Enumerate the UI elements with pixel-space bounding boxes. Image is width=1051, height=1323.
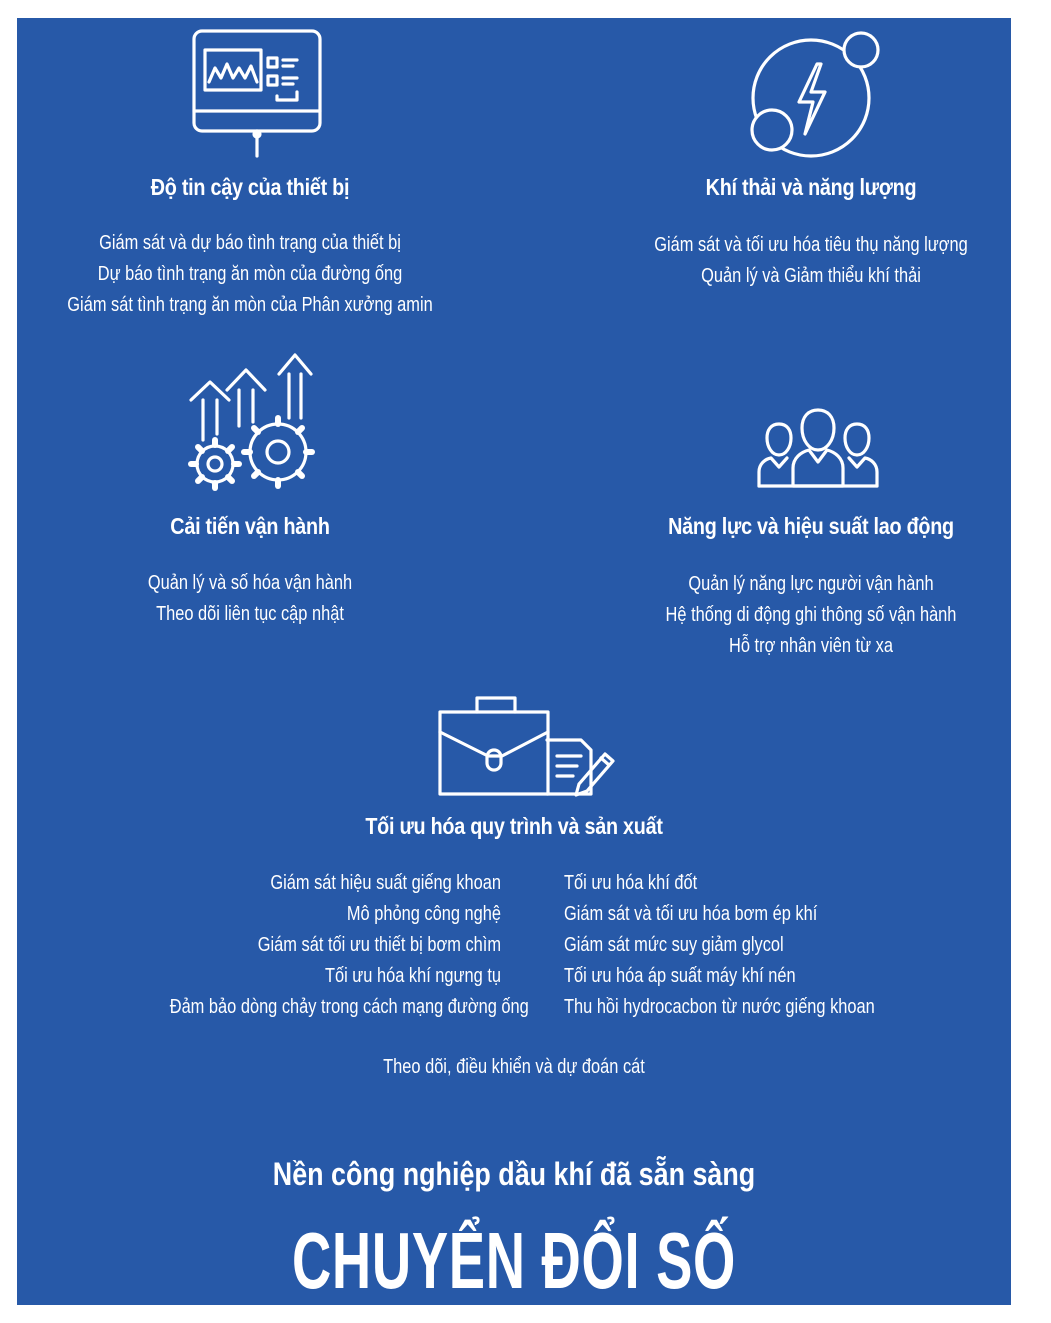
- footer-headline: CHUYỂN ĐỔI SỐ: [291, 1216, 737, 1305]
- production-left-line: Đảm bảo dòng chảy trong cách mạng đường ống: [169, 996, 529, 1018]
- equipment-title: Độ tin cậy của thiết bị: [150, 174, 350, 200]
- production-right-line: Thu hồi hydrocacbon từ nước giếng khoan: [564, 996, 875, 1018]
- workforce-line: Hệ thống di động ghi thông số vận hành: [665, 604, 957, 626]
- production-title: Tối ưu hóa quy trình và sản xuất: [365, 813, 663, 839]
- equipment-line: Dự báo tình trạng ăn mòn của đường ống: [97, 263, 403, 285]
- equipment-line: Giám sát và dự báo tình trạng của thiết bị: [99, 232, 401, 254]
- production-bottom-line: Theo dõi, điều khiển và dự đoán cát: [383, 1056, 645, 1078]
- workforce-line: Hỗ trợ nhân viên từ xa: [729, 635, 893, 657]
- briefcase-document-icon: [437, 692, 621, 804]
- production-left-line: Giám sát tối ưu thiết bị bơm chìm: [257, 934, 501, 956]
- operations-line: Theo dõi liên tục cập nhật: [156, 603, 344, 625]
- workforce-line: Quản lý năng lực người vận hành: [688, 573, 934, 595]
- production-right-line: Tối ưu hóa khí đốt: [564, 872, 698, 894]
- production-right-line: Giám sát mức suy giảm glycol: [564, 934, 784, 956]
- production-right-line: Tối ưu hóa áp suất máy khí nén: [564, 965, 796, 987]
- emissions-line: Quản lý và Giảm thiểu khí thải: [701, 265, 921, 287]
- production-left-line: Mô phỏng công nghệ: [346, 903, 501, 925]
- lightning-orbit-icon: [743, 26, 883, 166]
- production-right-line: Giám sát và tối ưu hóa bơm ép khí: [564, 903, 818, 925]
- monitor-chart-icon: [189, 28, 325, 160]
- footer-tagline: Nền công nghiệp dầu khí đã sẵn sàng: [272, 1156, 756, 1192]
- operations-title: Cải tiến vận hành: [170, 513, 330, 539]
- emissions-title: Khí thải và năng lượng: [705, 174, 917, 200]
- production-left-line: Giám sát hiệu suất giếng khoan: [270, 872, 501, 894]
- production-left-line: Tối ưu hóa khí ngưng tụ: [324, 965, 501, 987]
- equipment-line: Giám sát tình trạng ăn mòn của Phân xưởng amin: [67, 294, 433, 316]
- infographic-panel: [17, 18, 1011, 1305]
- emissions-line: Giám sát và tối ưu hóa tiêu thụ năng lượng: [654, 234, 968, 256]
- operations-line: Quản lý và số hóa vận hành: [147, 572, 353, 594]
- people-group-icon: [757, 406, 879, 490]
- gears-arrows-icon: [183, 352, 319, 492]
- workforce-title: Năng lực và hiệu suất lao động: [668, 513, 954, 539]
